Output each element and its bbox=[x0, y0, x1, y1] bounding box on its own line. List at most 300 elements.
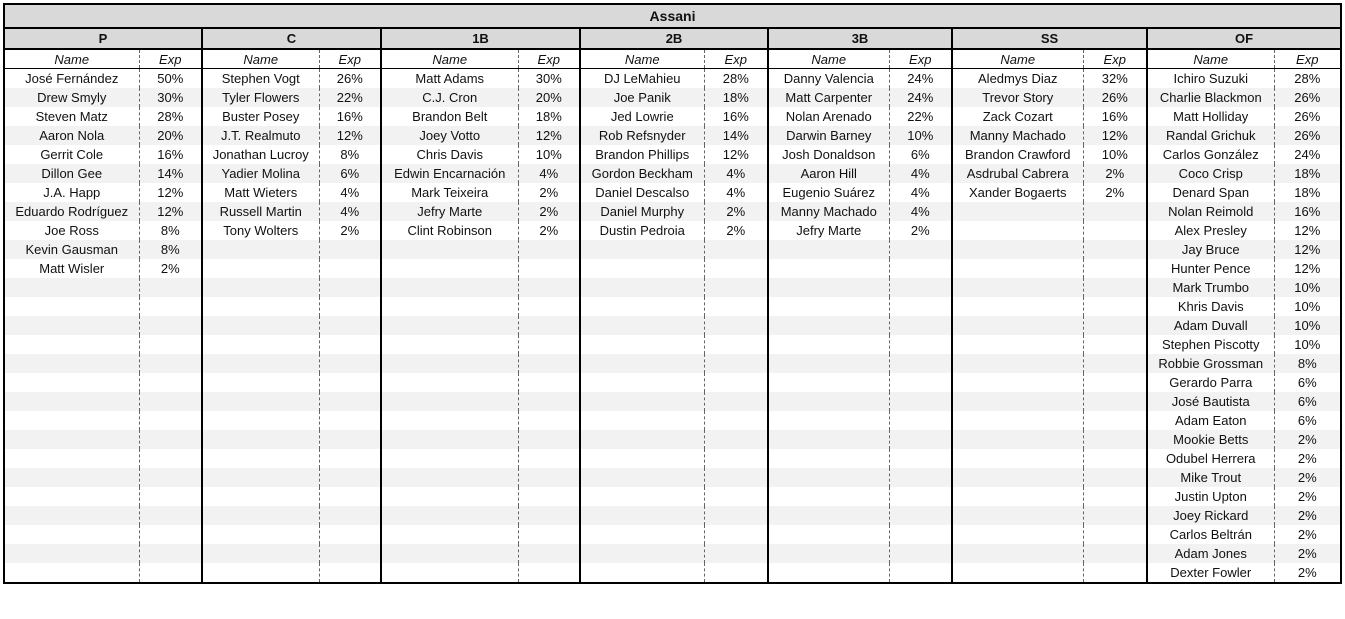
player-exp-cell bbox=[704, 240, 768, 259]
player-exp-cell bbox=[1083, 297, 1147, 316]
player-name-cell bbox=[202, 411, 319, 430]
player-exp-cell bbox=[889, 468, 952, 487]
player-name-cell bbox=[202, 430, 319, 449]
player-exp-cell: 26% bbox=[1083, 88, 1147, 107]
player-name-cell: Jefry Marte bbox=[381, 202, 518, 221]
player-name-cell: Jonathan Lucroy bbox=[202, 145, 319, 164]
player-name-cell: Stephen Piscotty bbox=[1147, 335, 1274, 354]
player-name-cell: Xander Bogaerts bbox=[952, 183, 1083, 202]
player-name-cell bbox=[4, 373, 139, 392]
player-exp-cell: 2% bbox=[1274, 525, 1341, 544]
player-name-cell bbox=[580, 449, 704, 468]
player-exp-cell bbox=[139, 411, 202, 430]
player-exp-cell bbox=[1083, 335, 1147, 354]
player-exp-cell bbox=[704, 430, 768, 449]
player-exp-cell: 16% bbox=[1274, 202, 1341, 221]
player-exp-cell: 22% bbox=[889, 107, 952, 126]
table-row bbox=[4, 107, 1341, 126]
position-header-1b: 1B bbox=[381, 28, 580, 49]
player-exp-cell: 32% bbox=[1083, 69, 1147, 89]
player-exp-cell: 6% bbox=[319, 164, 381, 183]
player-exp-cell: 2% bbox=[704, 202, 768, 221]
player-name-cell bbox=[381, 316, 518, 335]
player-name-cell bbox=[381, 411, 518, 430]
player-exp-cell bbox=[704, 373, 768, 392]
player-exp-cell: 20% bbox=[518, 88, 580, 107]
player-name-cell: José Fernández bbox=[4, 69, 139, 89]
player-name-cell bbox=[381, 525, 518, 544]
player-name-cell bbox=[381, 392, 518, 411]
player-exp-cell: 16% bbox=[139, 145, 202, 164]
player-name-cell bbox=[202, 335, 319, 354]
player-name-cell: Rob Refsnyder bbox=[580, 126, 704, 145]
player-exp-cell: 2% bbox=[1274, 563, 1341, 583]
table-row bbox=[4, 221, 1341, 240]
player-exp-cell bbox=[889, 316, 952, 335]
player-exp-cell: 18% bbox=[518, 107, 580, 126]
player-exp-cell: 10% bbox=[1274, 335, 1341, 354]
player-name-cell: Gordon Beckham bbox=[580, 164, 704, 183]
player-name-cell bbox=[580, 468, 704, 487]
player-name-cell bbox=[952, 563, 1083, 583]
player-exp-cell bbox=[1083, 240, 1147, 259]
player-exp-cell: 4% bbox=[319, 183, 381, 202]
player-exp-cell: 10% bbox=[1274, 316, 1341, 335]
player-exp-cell bbox=[704, 525, 768, 544]
player-name-cell bbox=[768, 544, 889, 563]
player-exp-cell bbox=[139, 373, 202, 392]
player-name-cell bbox=[768, 506, 889, 525]
player-exp-cell bbox=[139, 525, 202, 544]
player-exp-cell bbox=[704, 259, 768, 278]
player-exp-cell bbox=[319, 544, 381, 563]
player-exp-cell bbox=[139, 544, 202, 563]
player-exp-cell: 12% bbox=[319, 126, 381, 145]
player-exp-cell: 24% bbox=[889, 88, 952, 107]
player-name-cell: Carlos González bbox=[1147, 145, 1274, 164]
player-exp-cell bbox=[704, 278, 768, 297]
player-exp-cell bbox=[889, 449, 952, 468]
player-name-cell: Yadier Molina bbox=[202, 164, 319, 183]
name-column-header: Name bbox=[768, 49, 889, 69]
table-row bbox=[4, 297, 1341, 316]
player-name-cell: Matt Carpenter bbox=[768, 88, 889, 107]
table-row bbox=[4, 316, 1341, 335]
player-exp-cell bbox=[139, 354, 202, 373]
player-exp-cell: 4% bbox=[704, 183, 768, 202]
player-exp-cell: 14% bbox=[704, 126, 768, 145]
position-header-3b: 3B bbox=[768, 28, 952, 49]
table-row bbox=[4, 487, 1341, 506]
table-row bbox=[4, 525, 1341, 544]
player-name-cell bbox=[580, 392, 704, 411]
player-exp-cell: 26% bbox=[1274, 88, 1341, 107]
name-column-header: Name bbox=[580, 49, 704, 69]
player-exp-cell: 4% bbox=[889, 202, 952, 221]
player-name-cell: Tyler Flowers bbox=[202, 88, 319, 107]
player-exp-cell: 2% bbox=[139, 259, 202, 278]
player-name-cell: Adam Eaton bbox=[1147, 411, 1274, 430]
player-exp-cell bbox=[1083, 525, 1147, 544]
player-name-cell bbox=[952, 221, 1083, 240]
player-name-cell: DJ LeMahieu bbox=[580, 69, 704, 89]
exp-column-header: Exp bbox=[518, 49, 580, 69]
name-column-header: Name bbox=[202, 49, 319, 69]
player-name-cell bbox=[768, 373, 889, 392]
player-exp-cell bbox=[704, 544, 768, 563]
player-exp-cell bbox=[319, 373, 381, 392]
player-exp-cell bbox=[139, 335, 202, 354]
player-name-cell bbox=[4, 563, 139, 583]
player-exp-cell bbox=[319, 259, 381, 278]
player-name-cell: Khris Davis bbox=[1147, 297, 1274, 316]
player-name-cell: Manny Machado bbox=[952, 126, 1083, 145]
player-name-cell bbox=[768, 468, 889, 487]
player-name-cell: José Bautista bbox=[1147, 392, 1274, 411]
player-exp-cell bbox=[319, 487, 381, 506]
table-row bbox=[4, 506, 1341, 525]
player-name-cell: Darwin Barney bbox=[768, 126, 889, 145]
table-row bbox=[4, 354, 1341, 373]
player-exp-cell: 12% bbox=[704, 145, 768, 164]
player-exp-cell: 8% bbox=[1274, 354, 1341, 373]
player-exp-cell: 4% bbox=[704, 164, 768, 183]
player-name-cell bbox=[580, 544, 704, 563]
player-exp-cell: 2% bbox=[1083, 183, 1147, 202]
player-name-cell bbox=[580, 335, 704, 354]
player-exp-cell bbox=[1083, 392, 1147, 411]
player-exp-cell bbox=[1083, 506, 1147, 525]
player-exp-cell: 12% bbox=[1274, 240, 1341, 259]
table-row bbox=[4, 468, 1341, 487]
player-exp-cell bbox=[518, 525, 580, 544]
player-exp-cell bbox=[704, 411, 768, 430]
player-name-cell: Joe Ross bbox=[4, 221, 139, 240]
player-name-cell bbox=[768, 240, 889, 259]
player-exp-cell: 4% bbox=[518, 164, 580, 183]
player-name-cell: Justin Upton bbox=[1147, 487, 1274, 506]
player-name-cell: Brandon Phillips bbox=[580, 145, 704, 164]
player-name-cell: Eduardo Rodríguez bbox=[4, 202, 139, 221]
player-exp-cell: 6% bbox=[1274, 392, 1341, 411]
player-name-cell: Mark Trumbo bbox=[1147, 278, 1274, 297]
player-name-cell: Adam Duvall bbox=[1147, 316, 1274, 335]
player-name-cell bbox=[580, 316, 704, 335]
player-name-cell bbox=[381, 430, 518, 449]
player-exp-cell: 6% bbox=[1274, 373, 1341, 392]
player-name-cell bbox=[580, 354, 704, 373]
player-exp-cell: 28% bbox=[1274, 69, 1341, 89]
player-exp-cell: 2% bbox=[1274, 506, 1341, 525]
player-name-cell: Matt Adams bbox=[381, 69, 518, 89]
player-exp-cell bbox=[518, 278, 580, 297]
player-name-cell bbox=[381, 259, 518, 278]
exposure-table bbox=[3, 3, 1342, 584]
player-exp-cell bbox=[319, 240, 381, 259]
exp-column-header: Exp bbox=[1274, 49, 1341, 69]
player-exp-cell: 18% bbox=[1274, 183, 1341, 202]
player-exp-cell: 30% bbox=[518, 69, 580, 89]
player-name-cell bbox=[202, 468, 319, 487]
player-exp-cell: 10% bbox=[1083, 145, 1147, 164]
player-name-cell bbox=[202, 525, 319, 544]
player-exp-cell bbox=[1083, 373, 1147, 392]
player-exp-cell bbox=[139, 297, 202, 316]
table-row bbox=[4, 164, 1341, 183]
player-name-cell bbox=[952, 430, 1083, 449]
player-name-cell bbox=[952, 354, 1083, 373]
player-exp-cell bbox=[518, 544, 580, 563]
player-exp-cell bbox=[319, 525, 381, 544]
exp-column-header: Exp bbox=[704, 49, 768, 69]
player-exp-cell bbox=[139, 430, 202, 449]
player-exp-cell bbox=[704, 392, 768, 411]
player-exp-cell bbox=[139, 563, 202, 583]
player-exp-cell: 26% bbox=[1274, 107, 1341, 126]
player-name-cell bbox=[202, 373, 319, 392]
player-name-cell bbox=[768, 430, 889, 449]
player-name-cell: Dexter Fowler bbox=[1147, 563, 1274, 583]
player-name-cell bbox=[768, 278, 889, 297]
player-name-cell: Dillon Gee bbox=[4, 164, 139, 183]
player-name-cell: Eugenio Suárez bbox=[768, 183, 889, 202]
player-exp-cell: 4% bbox=[889, 164, 952, 183]
position-header-ss: SS bbox=[952, 28, 1147, 49]
player-exp-cell bbox=[1083, 316, 1147, 335]
player-exp-cell: 16% bbox=[319, 107, 381, 126]
player-exp-cell bbox=[889, 373, 952, 392]
player-exp-cell bbox=[1083, 259, 1147, 278]
player-name-cell bbox=[381, 468, 518, 487]
player-name-cell: Aledmys Diaz bbox=[952, 69, 1083, 89]
player-name-cell bbox=[381, 278, 518, 297]
player-name-cell bbox=[768, 449, 889, 468]
player-name-cell: Odubel Herrera bbox=[1147, 449, 1274, 468]
player-name-cell: Joe Panik bbox=[580, 88, 704, 107]
player-exp-cell: 6% bbox=[889, 145, 952, 164]
player-exp-cell bbox=[1083, 430, 1147, 449]
player-name-cell bbox=[4, 411, 139, 430]
player-name-cell bbox=[768, 411, 889, 430]
player-exp-cell bbox=[889, 240, 952, 259]
player-exp-cell bbox=[1083, 544, 1147, 563]
player-name-cell: Asdrubal Cabrera bbox=[952, 164, 1083, 183]
player-exp-cell: 8% bbox=[319, 145, 381, 164]
player-exp-cell bbox=[704, 487, 768, 506]
player-exp-cell: 2% bbox=[889, 221, 952, 240]
player-name-cell bbox=[381, 449, 518, 468]
player-name-cell bbox=[202, 316, 319, 335]
player-name-cell bbox=[952, 468, 1083, 487]
player-name-cell bbox=[202, 392, 319, 411]
player-exp-cell bbox=[319, 392, 381, 411]
player-name-cell bbox=[768, 392, 889, 411]
player-name-cell bbox=[952, 449, 1083, 468]
player-name-cell bbox=[381, 544, 518, 563]
player-exp-cell bbox=[139, 506, 202, 525]
player-name-cell bbox=[381, 335, 518, 354]
table-row bbox=[4, 69, 1341, 89]
sheet-title: Assani bbox=[4, 4, 1341, 28]
player-name-cell bbox=[202, 449, 319, 468]
player-exp-cell bbox=[1083, 563, 1147, 583]
player-exp-cell bbox=[704, 563, 768, 583]
player-exp-cell bbox=[319, 449, 381, 468]
player-exp-cell: 26% bbox=[319, 69, 381, 89]
table-row bbox=[4, 544, 1341, 563]
player-exp-cell: 12% bbox=[139, 202, 202, 221]
position-header-2b: 2B bbox=[580, 28, 768, 49]
player-exp-cell: 2% bbox=[1274, 544, 1341, 563]
player-exp-cell bbox=[889, 411, 952, 430]
player-exp-cell bbox=[319, 354, 381, 373]
player-name-cell bbox=[4, 468, 139, 487]
player-name-cell: C.J. Cron bbox=[381, 88, 518, 107]
player-exp-cell: 14% bbox=[139, 164, 202, 183]
player-exp-cell bbox=[319, 506, 381, 525]
player-exp-cell: 2% bbox=[1274, 430, 1341, 449]
player-exp-cell bbox=[889, 259, 952, 278]
player-name-cell: Nolan Arenado bbox=[768, 107, 889, 126]
player-exp-cell: 12% bbox=[1274, 259, 1341, 278]
player-exp-cell bbox=[518, 316, 580, 335]
player-name-cell: Randal Grichuk bbox=[1147, 126, 1274, 145]
player-exp-cell: 16% bbox=[704, 107, 768, 126]
player-exp-cell bbox=[319, 468, 381, 487]
player-exp-cell bbox=[319, 316, 381, 335]
player-exp-cell: 2% bbox=[319, 221, 381, 240]
player-name-cell bbox=[4, 430, 139, 449]
player-name-cell: Joey Rickard bbox=[1147, 506, 1274, 525]
player-name-cell: Aaron Hill bbox=[768, 164, 889, 183]
player-name-cell bbox=[202, 259, 319, 278]
player-name-cell bbox=[580, 525, 704, 544]
name-column-header: Name bbox=[1147, 49, 1274, 69]
player-name-cell bbox=[202, 354, 319, 373]
player-exp-cell bbox=[704, 316, 768, 335]
player-exp-cell bbox=[518, 487, 580, 506]
player-exp-cell bbox=[518, 563, 580, 583]
player-name-cell: Tony Wolters bbox=[202, 221, 319, 240]
table-row bbox=[4, 145, 1341, 164]
player-exp-cell bbox=[139, 316, 202, 335]
player-name-cell bbox=[952, 240, 1083, 259]
player-exp-cell: 6% bbox=[1274, 411, 1341, 430]
player-name-cell bbox=[580, 411, 704, 430]
table-row bbox=[4, 88, 1341, 107]
player-exp-cell bbox=[518, 297, 580, 316]
player-name-cell bbox=[381, 487, 518, 506]
player-name-cell bbox=[768, 525, 889, 544]
player-exp-cell bbox=[139, 449, 202, 468]
player-exp-cell bbox=[1083, 354, 1147, 373]
player-name-cell bbox=[952, 259, 1083, 278]
player-name-cell bbox=[768, 487, 889, 506]
player-name-cell bbox=[4, 487, 139, 506]
player-exp-cell: 2% bbox=[518, 202, 580, 221]
player-name-cell: Coco Crisp bbox=[1147, 164, 1274, 183]
player-exp-cell bbox=[704, 449, 768, 468]
player-exp-cell: 8% bbox=[139, 240, 202, 259]
player-exp-cell bbox=[1083, 202, 1147, 221]
player-name-cell bbox=[381, 506, 518, 525]
player-name-cell bbox=[952, 297, 1083, 316]
player-exp-cell: 2% bbox=[1083, 164, 1147, 183]
player-name-cell bbox=[768, 335, 889, 354]
player-name-cell: Charlie Blackmon bbox=[1147, 88, 1274, 107]
player-name-cell: Matt Wisler bbox=[4, 259, 139, 278]
player-exp-cell bbox=[139, 487, 202, 506]
player-exp-cell bbox=[319, 297, 381, 316]
player-name-cell bbox=[202, 240, 319, 259]
player-name-cell: Daniel Descalso bbox=[580, 183, 704, 202]
player-name-cell bbox=[580, 278, 704, 297]
table-row bbox=[4, 392, 1341, 411]
player-name-cell bbox=[580, 506, 704, 525]
player-name-cell bbox=[768, 563, 889, 583]
player-exp-cell: 16% bbox=[1083, 107, 1147, 126]
name-column-header: Name bbox=[952, 49, 1083, 69]
player-name-cell: Hunter Pence bbox=[1147, 259, 1274, 278]
player-name-cell bbox=[381, 297, 518, 316]
player-exp-cell bbox=[518, 373, 580, 392]
player-exp-cell bbox=[889, 487, 952, 506]
player-name-cell: Robbie Grossman bbox=[1147, 354, 1274, 373]
player-name-cell bbox=[952, 202, 1083, 221]
player-name-cell bbox=[202, 278, 319, 297]
player-name-cell bbox=[4, 449, 139, 468]
player-exp-cell bbox=[704, 506, 768, 525]
player-exp-cell: 30% bbox=[139, 88, 202, 107]
player-name-cell bbox=[952, 392, 1083, 411]
player-exp-cell: 10% bbox=[889, 126, 952, 145]
player-name-cell bbox=[202, 487, 319, 506]
player-name-cell: Gerrit Cole bbox=[4, 145, 139, 164]
player-name-cell: Steven Matz bbox=[4, 107, 139, 126]
player-name-cell bbox=[202, 544, 319, 563]
player-name-cell bbox=[768, 354, 889, 373]
player-exp-cell bbox=[518, 240, 580, 259]
player-name-cell bbox=[952, 335, 1083, 354]
player-exp-cell: 10% bbox=[1274, 297, 1341, 316]
player-name-cell: Brandon Belt bbox=[381, 107, 518, 126]
player-exp-cell: 20% bbox=[139, 126, 202, 145]
table-row bbox=[4, 259, 1341, 278]
player-name-cell bbox=[4, 316, 139, 335]
player-name-cell: Denard Span bbox=[1147, 183, 1274, 202]
position-header-p: P bbox=[4, 28, 202, 49]
player-name-cell: Mookie Betts bbox=[1147, 430, 1274, 449]
player-name-cell: Jay Bruce bbox=[1147, 240, 1274, 259]
player-name-cell bbox=[4, 544, 139, 563]
player-name-cell: Nolan Reimold bbox=[1147, 202, 1274, 221]
player-name-cell bbox=[580, 373, 704, 392]
player-exp-cell: 24% bbox=[1274, 145, 1341, 164]
player-exp-cell: 50% bbox=[139, 69, 202, 89]
player-name-cell bbox=[4, 335, 139, 354]
player-exp-cell: 28% bbox=[139, 107, 202, 126]
table-row bbox=[4, 202, 1341, 221]
table-row bbox=[4, 449, 1341, 468]
player-name-cell: Chris Davis bbox=[381, 145, 518, 164]
player-exp-cell: 18% bbox=[1274, 164, 1341, 183]
player-name-cell: Manny Machado bbox=[768, 202, 889, 221]
player-name-cell: Carlos Beltrán bbox=[1147, 525, 1274, 544]
player-name-cell: J.T. Realmuto bbox=[202, 126, 319, 145]
player-exp-cell: 12% bbox=[518, 126, 580, 145]
player-exp-cell bbox=[889, 335, 952, 354]
player-exp-cell bbox=[1083, 487, 1147, 506]
